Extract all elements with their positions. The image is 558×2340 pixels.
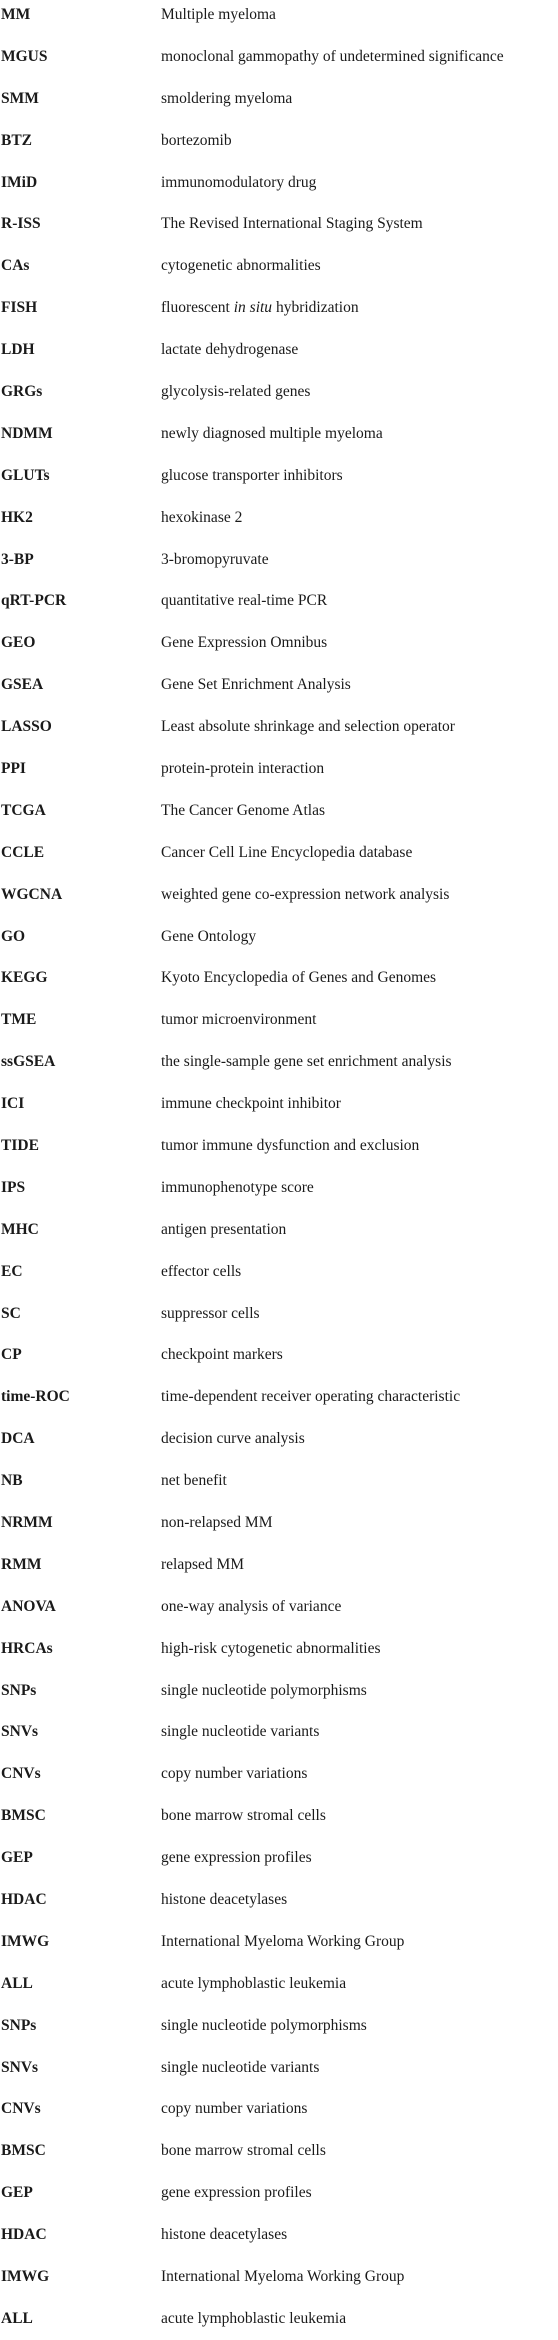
abbreviation-term: FISH (1, 299, 38, 317)
abbreviation-term: GEO (1, 634, 36, 652)
abbreviation-row (0, 1251, 558, 1293)
abbreviation-row (0, 916, 558, 958)
abbreviation-definition: Least absolute shrinkage and selection operator (161, 718, 455, 736)
abbreviation-definition: one-way analysis of variance (161, 1597, 342, 1615)
abbreviation-term: KEGG (1, 969, 48, 987)
abbreviation-definition: bone marrow stromal cells (161, 2142, 326, 2160)
abbreviation-row (0, 1795, 558, 1837)
abbreviation-term: GEP (1, 1849, 33, 1867)
abbreviation-term: IMiD (1, 173, 38, 191)
abbreviation-term: SNVs (1, 1723, 39, 1741)
abbreviation-term: CNVs (1, 1765, 41, 1783)
abbreviation-term: IMWG (1, 2268, 50, 2286)
abbreviation-term: SNVs (1, 2058, 39, 2076)
abbreviation-row (0, 1586, 558, 1628)
abbreviation-definition: bone marrow stromal cells (161, 1807, 326, 1825)
abbreviation-row (0, 245, 558, 287)
abbreviation-row (0, 78, 558, 120)
abbreviation-definition: effector cells (161, 1262, 242, 1280)
abbreviation-row (0, 329, 558, 371)
abbreviation-row (0, 1335, 558, 1377)
abbreviation-row (0, 2256, 558, 2298)
abbreviation-definition: Gene Set Enrichment Analysis (161, 676, 351, 694)
abbreviation-term: CCLE (1, 843, 45, 861)
abbreviation-definition: immunophenotype score (161, 1178, 314, 1196)
abbreviation-term: LASSO (1, 718, 52, 736)
abbreviation-definition: weighted gene co-expression network analysis (161, 885, 450, 903)
abbreviation-term: 3-BP (1, 550, 34, 568)
abbreviation-term: GSEA (1, 676, 44, 694)
abbreviation-term: ANOVA (1, 1597, 56, 1615)
abbreviation-term: SNPs (1, 2016, 37, 2034)
abbreviation-term: HDAC (1, 1891, 47, 1909)
abbreviation-term: TCGA (1, 801, 46, 819)
abbreviation-definition: Gene Expression Omnibus (161, 634, 328, 652)
abbreviation-term: R-ISS (1, 215, 41, 233)
abbreviation-term: CNVs (1, 2100, 41, 2118)
abbreviation-term: qRT-PCR (1, 592, 67, 610)
abbreviation-definition: The Cancer Genome Atlas (161, 801, 325, 819)
definition-part: hybridization (272, 299, 359, 317)
abbreviation-term: HDAC (1, 2226, 47, 2244)
abbreviation-row (0, 874, 558, 916)
abbreviation-term: NDMM (1, 424, 53, 442)
abbreviation-definition: gene expression profiles (161, 2184, 312, 2202)
abbreviation-definition: histone deacetylases (161, 1891, 288, 1909)
abbreviation-term: GO (1, 927, 26, 945)
abbreviation-row (0, 2005, 558, 2047)
abbreviation-term: TIDE (1, 1136, 39, 1154)
abbreviation-term: BMSC (1, 1807, 46, 1825)
definition-italic-part: in situ (233, 299, 273, 317)
abbreviation-term: BTZ (1, 131, 33, 149)
abbreviation-term: GEP (1, 2184, 33, 2202)
abbreviation-term: TME (1, 1011, 37, 1029)
abbreviation-definition: International Myeloma Working Group (161, 2268, 405, 2286)
abbreviation-term: BMSC (1, 2142, 46, 2160)
abbreviation-definition: Cancer Cell Line Encyclopedia database (161, 843, 413, 861)
abbreviation-row (0, 1628, 558, 1670)
abbreviation-definition: lactate dehydrogenase (161, 341, 299, 359)
abbreviation-definition: Gene Ontology (161, 927, 257, 945)
abbreviation-term: HK2 (1, 508, 33, 526)
abbreviation-term: LDH (1, 341, 35, 359)
abbreviation-row (0, 2214, 558, 2256)
abbreviation-definition: immunomodulatory drug (161, 173, 317, 191)
abbreviation-definition: time-dependent receiver operating characteristic (161, 1388, 461, 1406)
abbreviation-row (0, 0, 558, 36)
abbreviation-definition: single nucleotide polymorphisms (161, 2016, 367, 2034)
abbreviation-definition: protein-protein interaction (161, 759, 325, 777)
abbreviation-row (0, 1293, 558, 1335)
abbreviation-term: ALL (1, 1974, 33, 1992)
abbreviation-row (0, 287, 558, 329)
abbreviation-row (0, 1041, 558, 1083)
abbreviation-row (0, 1209, 558, 1251)
abbreviation-term: HRCAs (1, 1639, 53, 1657)
abbreviation-definition: smoldering myeloma (161, 89, 293, 107)
abbreviation-term: ICI (1, 1095, 25, 1113)
abbreviation-definition: quantitative real-time PCR (161, 592, 328, 610)
abbreviation-row (0, 999, 558, 1041)
abbreviation-definition: glycolysis-related genes (161, 382, 311, 400)
abbreviation-term: WGCNA (1, 885, 63, 903)
abbreviation-row (0, 1712, 558, 1754)
abbreviation-row (0, 1753, 558, 1795)
abbreviation-term: DCA (1, 1430, 35, 1448)
abbreviation-row (0, 957, 558, 999)
abbreviation-row (0, 2047, 558, 2089)
abbreviation-definition: single nucleotide variants (161, 1723, 320, 1741)
abbreviation-term: MHC (1, 1220, 39, 1238)
abbreviation-row (0, 1376, 558, 1418)
abbreviation-definition: copy number variations (161, 2100, 308, 2118)
abbreviation-term: RMM (1, 1555, 42, 1573)
abbreviation-definition: relapsed MM (161, 1555, 245, 1573)
abbreviation-row (0, 2172, 558, 2214)
abbreviation-row (0, 1418, 558, 1460)
abbreviation-definition: single nucleotide variants (161, 2058, 320, 2076)
abbreviation-definition: tumor immune dysfunction and exclusion (161, 1136, 420, 1154)
abbreviation-row (0, 706, 558, 748)
abbreviation-definition: suppressor cells (161, 1304, 260, 1322)
abbreviation-term: GRGs (1, 382, 43, 400)
abbreviation-definition: non-relapsed MM (161, 1514, 273, 1531)
abbreviation-row (0, 1125, 558, 1167)
abbreviation-row (0, 203, 558, 245)
abbreviation-definition: single nucleotide polymorphisms (161, 1681, 367, 1699)
abbreviation-row (0, 36, 558, 78)
abbreviation-row (0, 2089, 558, 2131)
abbreviation-definition (161, 299, 558, 317)
abbreviation-term: MM (1, 5, 31, 23)
abbreviation-term: CP (1, 1346, 22, 1364)
abbreviation-definition: the single-sample gene set enrichment analysis (161, 1053, 452, 1071)
abbreviation-term: SC (1, 1304, 21, 1322)
abbreviation-definition: monoclonal gammopathy of undetermined significance (161, 47, 504, 65)
abbreviation-definition: International Myeloma Working Group (161, 1932, 405, 1950)
abbreviation-row (0, 2130, 558, 2172)
abbreviation-row (0, 371, 558, 413)
abbreviation-term: NB (1, 1472, 23, 1490)
abbreviation-term: IPS (1, 1178, 26, 1196)
abbreviation-row (0, 1167, 558, 1209)
abbreviation-definition: tumor microenvironment (161, 1011, 317, 1029)
abbreviation-definition: Kyoto Encyclopedia of Genes and Genomes (161, 969, 437, 987)
abbreviation-row (0, 790, 558, 832)
abbreviation-term: ALL (1, 2309, 33, 2327)
abbreviation-row (0, 413, 558, 455)
abbreviation-row (0, 1502, 558, 1544)
abbreviation-definition: glucose transporter inhibitors (161, 466, 343, 484)
abbreviation-definition: acute lymphoblastic leukemia (161, 1974, 347, 1992)
abbreviation-definition: newly diagnosed multiple myeloma (161, 424, 383, 442)
abbreviation-definition: immune checkpoint inhibitor (161, 1095, 341, 1113)
abbreviation-term: GLUTs (1, 466, 50, 484)
abbreviation-definition: high-risk cytogenetic abnormalities (161, 1639, 381, 1657)
abbreviation-definition: bortezomib (161, 131, 232, 149)
abbreviation-definition: antigen presentation (161, 1220, 287, 1238)
abbreviation-definition: 3-bromopyruvate (161, 550, 269, 568)
abbreviation-row (0, 664, 558, 706)
abbreviation-term: MGUS (1, 47, 48, 65)
abbreviation-term: IMWG (1, 1932, 50, 1950)
abbreviation-definition: acute lymphoblastic leukemia (161, 2309, 347, 2327)
abbreviation-row (0, 1670, 558, 1712)
abbreviation-row (0, 1963, 558, 2005)
abbreviation-term: CAs (1, 257, 30, 275)
abbreviation-row (0, 1083, 558, 1125)
abbreviation-term: time-ROC (1, 1388, 70, 1406)
abbreviation-row (0, 162, 558, 204)
abbreviation-row (0, 1921, 558, 1963)
abbreviation-term: SMM (1, 89, 39, 107)
abbreviation-row (0, 539, 558, 581)
abbreviation-row (0, 832, 558, 874)
abbreviation-term: ssGSEA (1, 1053, 56, 1071)
abbreviation-definition: net benefit (161, 1472, 227, 1490)
abbreviation-definition: histone deacetylases (161, 2226, 288, 2244)
abbreviation-term: PPI (1, 759, 26, 777)
abbreviation-term: NRMM (1, 1514, 53, 1531)
abbreviation-definition: The Revised International Staging System (161, 215, 423, 233)
abbreviation-term: SNPs (1, 1681, 37, 1699)
definition-part: fluorescent (161, 299, 234, 317)
abbreviation-row (0, 1879, 558, 1921)
abbreviation-definition: checkpoint markers (161, 1346, 283, 1364)
abbreviation-definition: cytogenetic abnormalities (161, 257, 321, 275)
abbreviation-row (0, 455, 558, 497)
abbreviation-row (0, 622, 558, 664)
abbreviation-definition: hexokinase 2 (161, 508, 243, 526)
abbreviation-definition: Multiple myeloma (161, 5, 276, 23)
abbreviation-row (0, 1837, 558, 1879)
abbreviation-definition: copy number variations (161, 1765, 308, 1783)
abbreviation-row (0, 1460, 558, 1502)
abbreviation-definition: decision curve analysis (161, 1430, 305, 1448)
abbreviation-definition: gene expression profiles (161, 1849, 312, 1867)
abbreviation-row (0, 120, 558, 162)
abbreviation-row (0, 2298, 558, 2340)
abbreviation-term: EC (1, 1262, 23, 1280)
abbreviation-row (0, 580, 558, 622)
abbreviation-row (0, 748, 558, 790)
abbreviation-row (0, 497, 558, 539)
abbreviation-row (0, 1544, 558, 1586)
